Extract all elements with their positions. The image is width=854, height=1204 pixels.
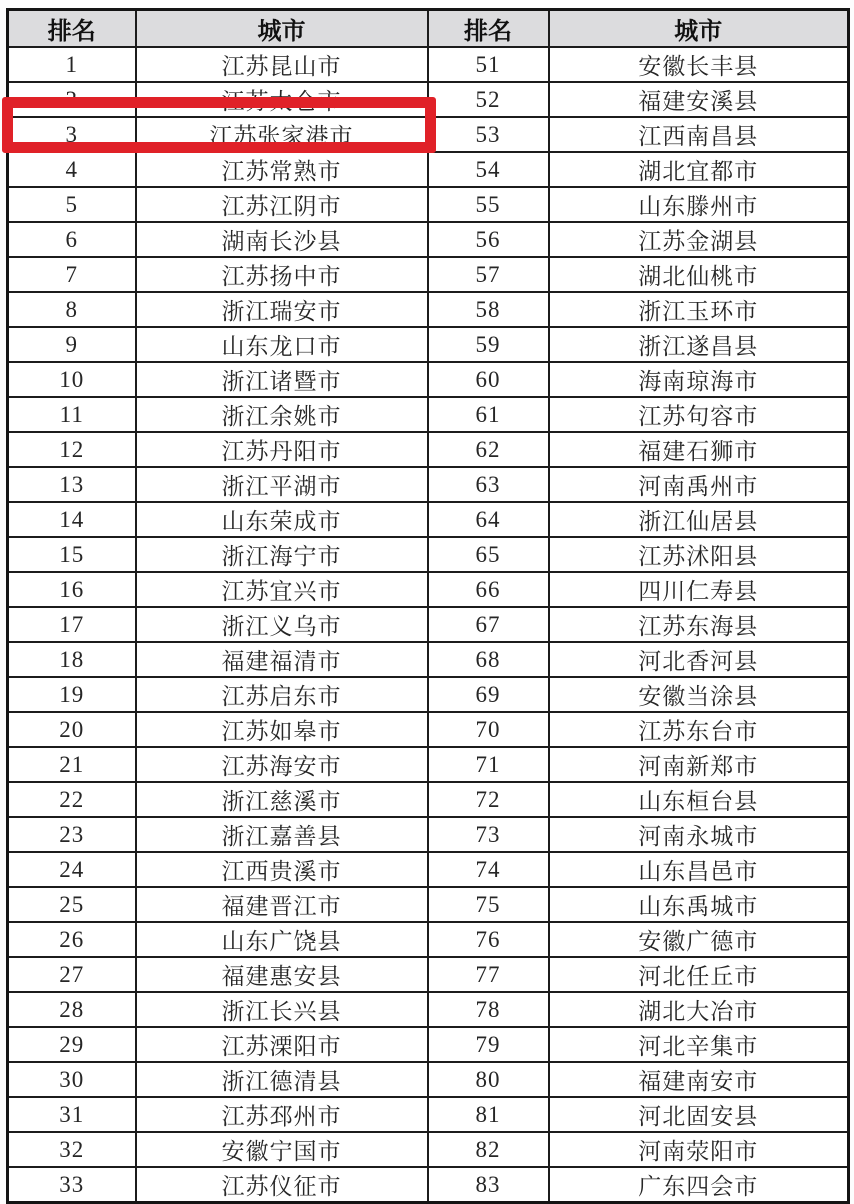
- city-cell: 福建晋江市: [136, 887, 428, 922]
- city-cell: 江苏江阴市: [136, 187, 428, 222]
- rank-cell: 72: [428, 782, 549, 817]
- city-cell: 山东禹城市: [549, 887, 849, 922]
- table-row: [8, 362, 849, 397]
- table-row: [8, 887, 849, 922]
- city-cell: 安徽宁国市: [136, 1132, 428, 1167]
- rank-cell: 67: [428, 607, 549, 642]
- rank-cell: 74: [428, 852, 549, 887]
- table-row: [8, 537, 849, 572]
- city-cell: 江苏扬中市: [136, 257, 428, 292]
- table-row: [8, 117, 849, 152]
- city-cell: 山东昌邑市: [549, 852, 849, 887]
- city-cell: 河南新郑市: [549, 747, 849, 782]
- table-row: [8, 502, 849, 537]
- rank-cell: 10: [8, 362, 136, 397]
- rank-cell: 29: [8, 1027, 136, 1062]
- city-cell: 浙江慈溪市: [136, 782, 428, 817]
- rank-cell: 2: [8, 82, 136, 117]
- city-cell: 江苏东台市: [549, 712, 849, 747]
- city-cell: 山东滕州市: [549, 187, 849, 222]
- city-cell: 河北辛集市: [549, 1027, 849, 1062]
- table-row: [8, 397, 849, 432]
- table-row: [8, 992, 849, 1027]
- rank-cell: 5: [8, 187, 136, 222]
- rank-cell: 82: [428, 1132, 549, 1167]
- rank-cell: 1: [8, 47, 136, 82]
- table-row: [8, 817, 849, 852]
- city-cell: 江西南昌县: [549, 117, 849, 152]
- rank-cell: 83: [428, 1167, 549, 1203]
- rank-cell: 18: [8, 642, 136, 677]
- city-cell: 四川仁寿县: [549, 572, 849, 607]
- city-cell: 浙江平湖市: [136, 467, 428, 502]
- rank-cell: 31: [8, 1097, 136, 1132]
- city-cell: 浙江海宁市: [136, 537, 428, 572]
- rank-cell: 20: [8, 712, 136, 747]
- city-cell: 广东四会市: [549, 1167, 849, 1203]
- rank-cell: 22: [8, 782, 136, 817]
- city-cell: 江西贵溪市: [136, 852, 428, 887]
- city-cell: 浙江长兴县: [136, 992, 428, 1027]
- rank-cell: 52: [428, 82, 549, 117]
- header-rank-left: 排名: [8, 10, 136, 48]
- table-header-row: [8, 10, 849, 48]
- rank-cell: 21: [8, 747, 136, 782]
- rank-cell: 28: [8, 992, 136, 1027]
- rank-cell: 79: [428, 1027, 549, 1062]
- rank-cell: 3: [8, 117, 136, 152]
- city-cell: 福建南安市: [549, 1062, 849, 1097]
- rank-cell: 71: [428, 747, 549, 782]
- city-cell: 江苏宜兴市: [136, 572, 428, 607]
- city-ranking-table: [6, 8, 850, 1204]
- table-row: [8, 852, 849, 887]
- rank-cell: 69: [428, 677, 549, 712]
- city-cell: 湖北仙桃市: [549, 257, 849, 292]
- table-row: [8, 467, 849, 502]
- city-cell: 浙江义乌市: [136, 607, 428, 642]
- rank-cell: 19: [8, 677, 136, 712]
- city-cell: 江苏常熟市: [136, 152, 428, 187]
- city-cell: 浙江诸暨市: [136, 362, 428, 397]
- rank-cell: 14: [8, 502, 136, 537]
- city-cell: 湖南长沙县: [136, 222, 428, 257]
- rank-cell: 6: [8, 222, 136, 257]
- city-cell: 山东龙口市: [136, 327, 428, 362]
- city-cell: 安徽长丰县: [549, 47, 849, 82]
- rank-cell: 56: [428, 222, 549, 257]
- city-cell: 江苏邳州市: [136, 1097, 428, 1132]
- rank-cell: 78: [428, 992, 549, 1027]
- rank-cell: 13: [8, 467, 136, 502]
- rank-cell: 70: [428, 712, 549, 747]
- table-row: [8, 292, 849, 327]
- city-cell: 湖北宜都市: [549, 152, 849, 187]
- ranking-table-body: [8, 47, 849, 1203]
- rank-cell: 54: [428, 152, 549, 187]
- city-cell: 山东荣成市: [136, 502, 428, 537]
- table-row: [8, 782, 849, 817]
- rank-cell: 57: [428, 257, 549, 292]
- table-row: [8, 747, 849, 782]
- table-row: [8, 572, 849, 607]
- table-row: [8, 1167, 849, 1203]
- city-cell: 江苏张家港市: [136, 117, 428, 152]
- table-row: [8, 677, 849, 712]
- rank-cell: 75: [428, 887, 549, 922]
- rank-cell: 9: [8, 327, 136, 362]
- table-row: [8, 1062, 849, 1097]
- table-row: [8, 1132, 849, 1167]
- rank-cell: 11: [8, 397, 136, 432]
- city-cell: 江苏溧阳市: [136, 1027, 428, 1062]
- rank-cell: 76: [428, 922, 549, 957]
- city-cell: 浙江德清县: [136, 1062, 428, 1097]
- rank-cell: 30: [8, 1062, 136, 1097]
- city-cell: 浙江瑞安市: [136, 292, 428, 327]
- table-row: [8, 187, 849, 222]
- table-row: [8, 432, 849, 467]
- city-cell: 福建石狮市: [549, 432, 849, 467]
- rank-cell: 66: [428, 572, 549, 607]
- rank-cell: 16: [8, 572, 136, 607]
- city-cell: 河南禹州市: [549, 467, 849, 502]
- table-row: [8, 607, 849, 642]
- city-cell: 山东广饶县: [136, 922, 428, 957]
- rank-cell: 58: [428, 292, 549, 327]
- city-cell: 江苏如皋市: [136, 712, 428, 747]
- city-cell: 浙江遂昌县: [549, 327, 849, 362]
- city-cell: 福建福清市: [136, 642, 428, 677]
- rank-cell: 32: [8, 1132, 136, 1167]
- city-cell: 浙江嘉善县: [136, 817, 428, 852]
- rank-cell: 8: [8, 292, 136, 327]
- city-cell: 安徽广德市: [549, 922, 849, 957]
- city-cell: 江苏沭阳县: [549, 537, 849, 572]
- city-cell: 浙江余姚市: [136, 397, 428, 432]
- city-cell: 海南琼海市: [549, 362, 849, 397]
- rank-cell: 81: [428, 1097, 549, 1132]
- table-row: [8, 82, 849, 117]
- rank-cell: 55: [428, 187, 549, 222]
- city-cell: 江苏昆山市: [136, 47, 428, 82]
- rank-cell: 61: [428, 397, 549, 432]
- table-row: [8, 152, 849, 187]
- city-cell: 山东桓台县: [549, 782, 849, 817]
- rank-cell: 24: [8, 852, 136, 887]
- city-cell: 浙江仙居县: [549, 502, 849, 537]
- header-city-left: 城市: [136, 10, 428, 48]
- city-cell: 浙江玉环市: [549, 292, 849, 327]
- rank-cell: 65: [428, 537, 549, 572]
- city-cell: 江苏仪征市: [136, 1167, 428, 1203]
- city-cell: 江苏太仓市: [136, 82, 428, 117]
- table-row: [8, 47, 849, 82]
- rank-cell: 51: [428, 47, 549, 82]
- table-row: [8, 712, 849, 747]
- table-row: [8, 257, 849, 292]
- rank-cell: 80: [428, 1062, 549, 1097]
- rank-cell: 53: [428, 117, 549, 152]
- city-cell: 江苏金湖县: [549, 222, 849, 257]
- city-cell: 江苏东海县: [549, 607, 849, 642]
- table-row: [8, 957, 849, 992]
- rank-cell: 26: [8, 922, 136, 957]
- table-row: [8, 327, 849, 362]
- city-cell: 江苏句容市: [549, 397, 849, 432]
- city-cell: 河南荥阳市: [549, 1132, 849, 1167]
- city-cell: 江苏丹阳市: [136, 432, 428, 467]
- table-row: [8, 222, 849, 257]
- rank-cell: 12: [8, 432, 136, 467]
- rank-cell: 77: [428, 957, 549, 992]
- rank-cell: 73: [428, 817, 549, 852]
- table-row: [8, 1097, 849, 1132]
- city-cell: 河北固安县: [549, 1097, 849, 1132]
- rank-cell: 27: [8, 957, 136, 992]
- rank-cell: 4: [8, 152, 136, 187]
- table-row: [8, 922, 849, 957]
- city-cell: 福建惠安县: [136, 957, 428, 992]
- rank-cell: 15: [8, 537, 136, 572]
- rank-cell: 59: [428, 327, 549, 362]
- rank-cell: 25: [8, 887, 136, 922]
- rank-cell: 23: [8, 817, 136, 852]
- table-row: [8, 1027, 849, 1062]
- rank-cell: 60: [428, 362, 549, 397]
- rank-cell: 33: [8, 1167, 136, 1203]
- city-cell: 河北香河县: [549, 642, 849, 677]
- rank-cell: 62: [428, 432, 549, 467]
- rank-cell: 17: [8, 607, 136, 642]
- rank-cell: 64: [428, 502, 549, 537]
- header-rank-right: 排名: [428, 10, 549, 48]
- city-cell: 江苏海安市: [136, 747, 428, 782]
- rank-cell: 7: [8, 257, 136, 292]
- city-cell: 河北任丘市: [549, 957, 849, 992]
- city-cell: 福建安溪县: [549, 82, 849, 117]
- city-cell: 湖北大冶市: [549, 992, 849, 1027]
- city-cell: 河南永城市: [549, 817, 849, 852]
- city-cell: 江苏启东市: [136, 677, 428, 712]
- table-row: [8, 642, 849, 677]
- city-cell: 安徽当涂县: [549, 677, 849, 712]
- rank-cell: 63: [428, 467, 549, 502]
- rank-cell: 68: [428, 642, 549, 677]
- header-city-right: 城市: [549, 10, 849, 48]
